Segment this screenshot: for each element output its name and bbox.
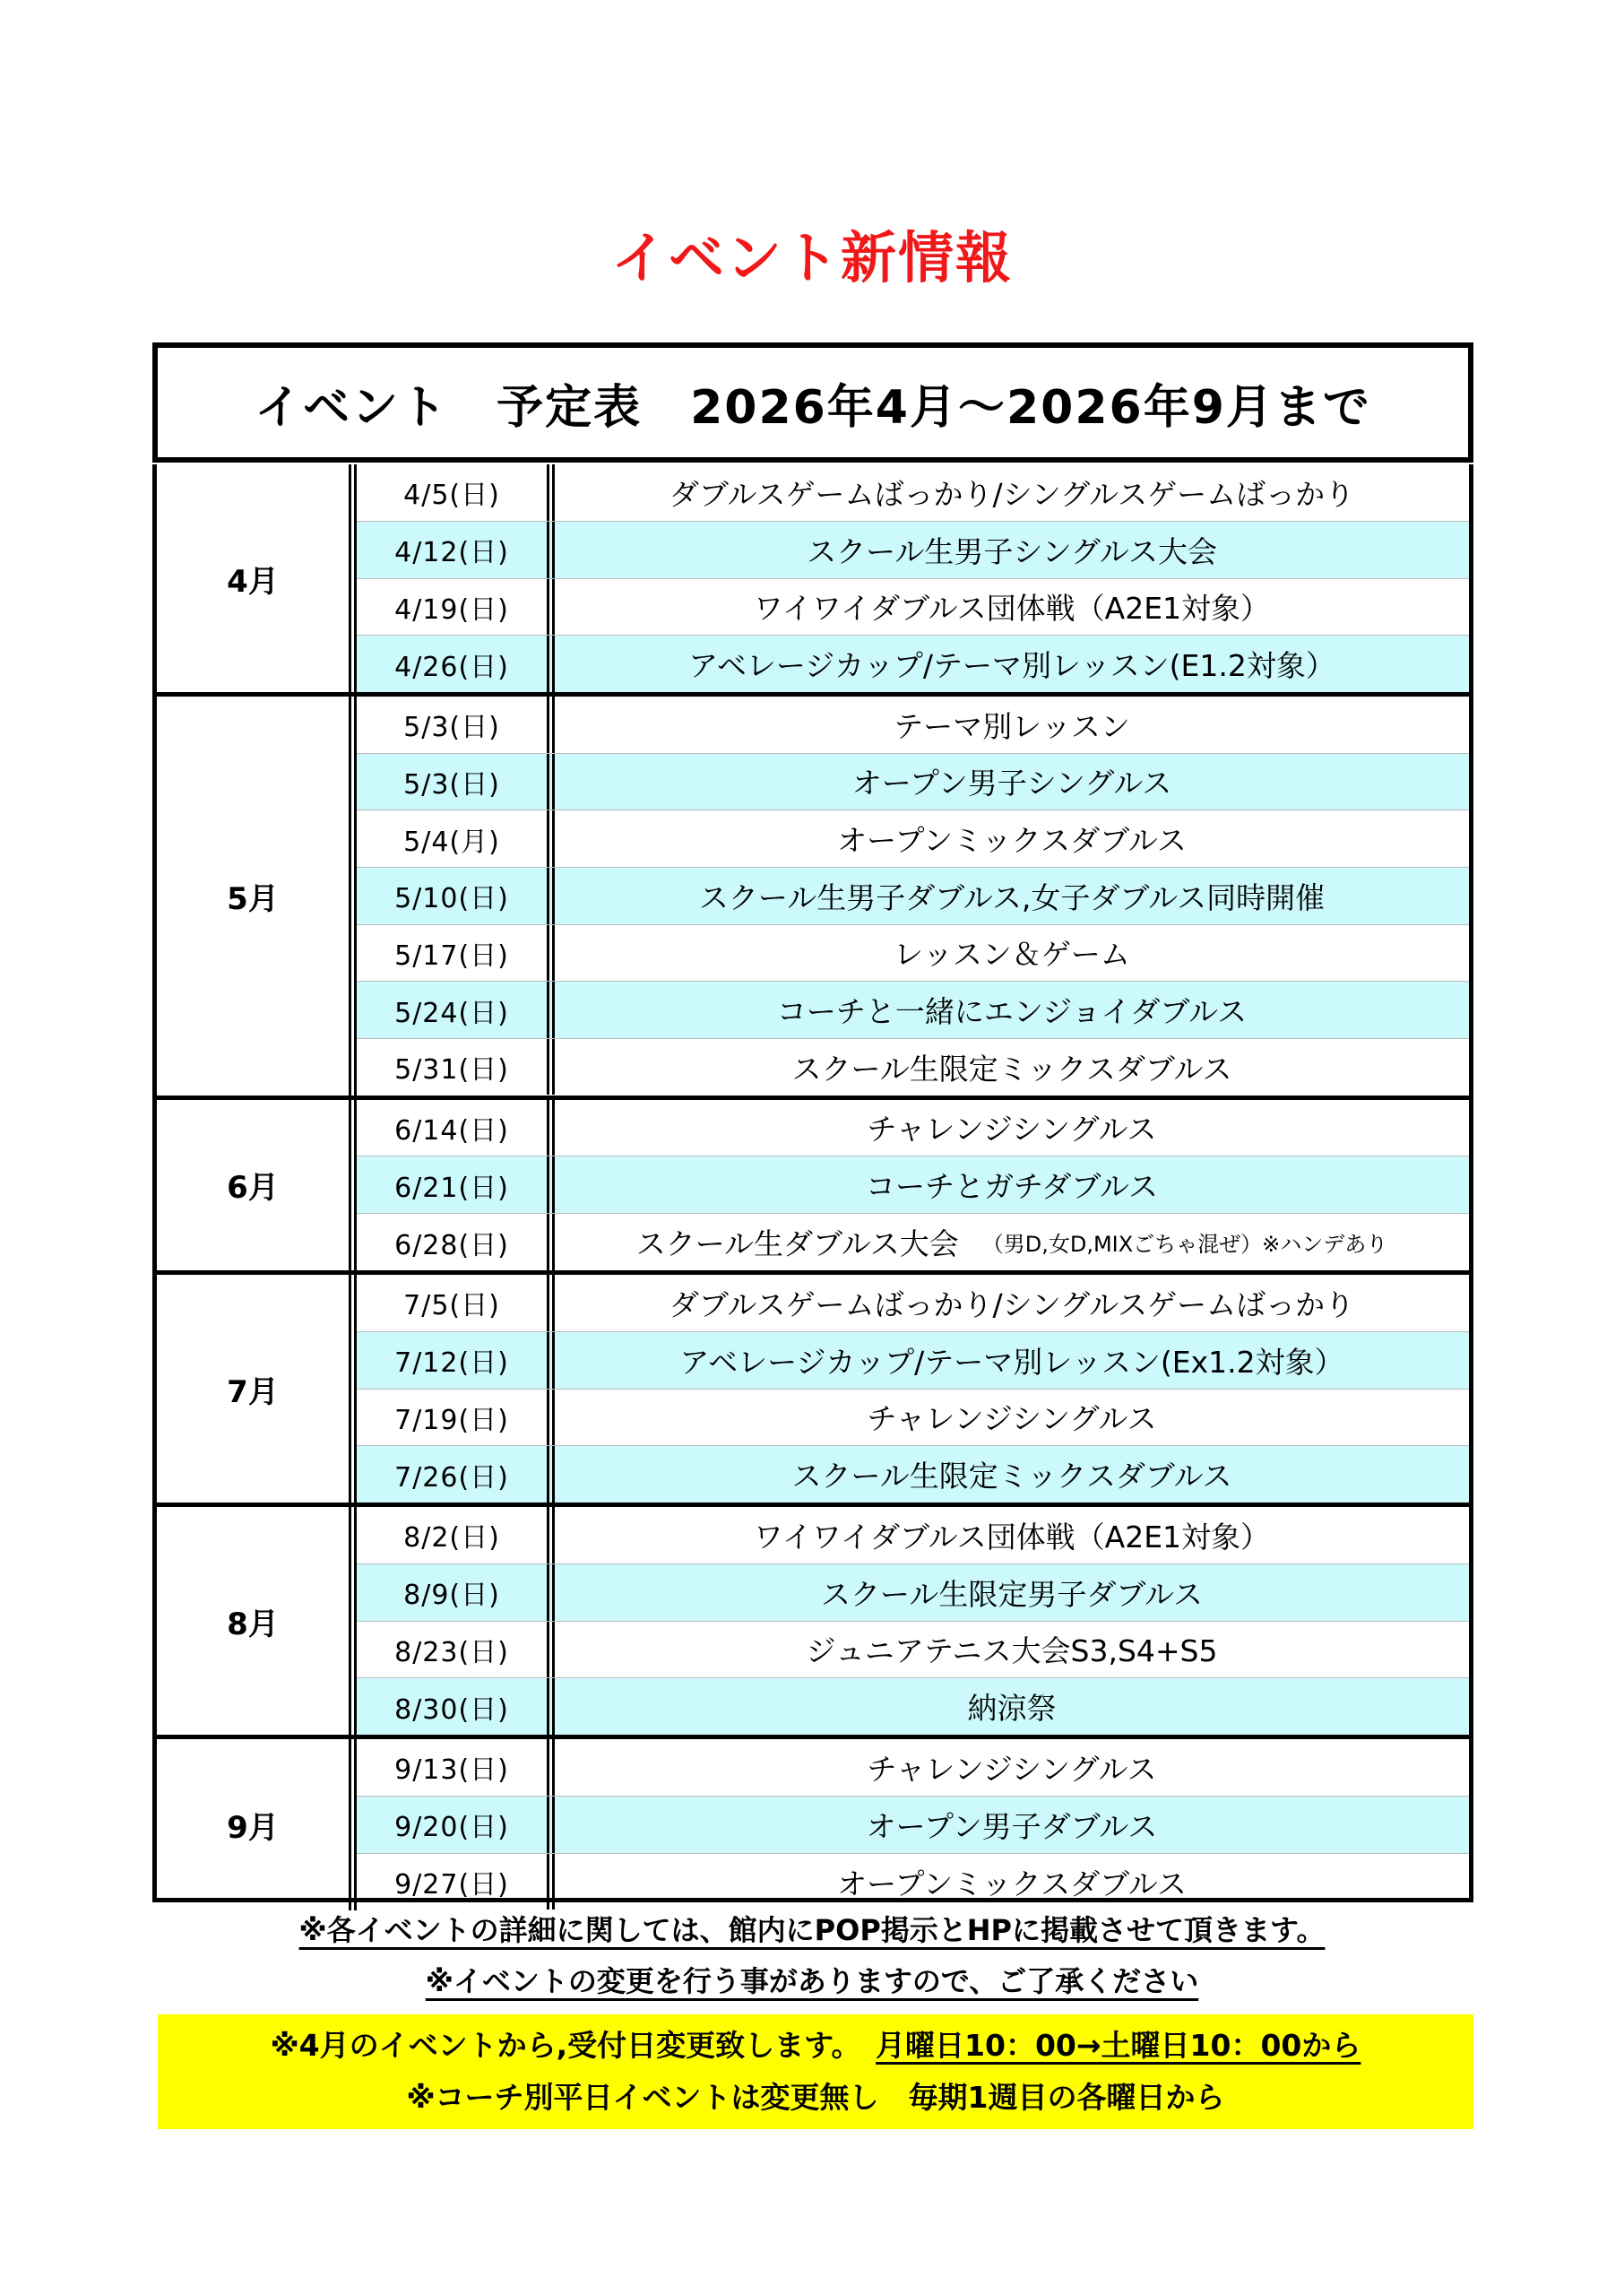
- table-row: [357, 521, 1469, 578]
- month-label: 7月: [157, 1275, 357, 1503]
- event-cell: [555, 754, 1469, 810]
- event-cell: [555, 1854, 1469, 1910]
- event-name: チャレンジシングルス: [867, 1112, 1157, 1148]
- event-name: スクール生限定ミックスダブルス: [791, 1459, 1232, 1494]
- event-date: 7/5(日): [357, 1275, 555, 1331]
- event-date: 8/23(日): [357, 1622, 555, 1678]
- event-date: 4/5(日): [357, 464, 555, 521]
- table-row: [357, 981, 1469, 1038]
- table-row: [357, 1275, 1469, 1331]
- table-row: [357, 753, 1469, 810]
- event-name: チャレンジシングルス: [867, 1401, 1157, 1437]
- notice-line-1a: ※4月のイベントから,受付日変更致します。: [270, 2028, 877, 2063]
- event-name: オープン男子ダブルス: [866, 1808, 1158, 1844]
- table-row: [357, 1563, 1469, 1621]
- notice-box: [158, 2014, 1473, 2129]
- event-cell: [555, 522, 1469, 578]
- event-cell: [555, 1390, 1469, 1446]
- table-row: [357, 924, 1469, 982]
- table-row: [357, 1038, 1469, 1096]
- table-row: [357, 1156, 1469, 1213]
- event-cell: [555, 1039, 1469, 1096]
- event-name: スクール生ダブルス大会: [635, 1226, 959, 1262]
- event-date: 4/26(日): [357, 636, 555, 692]
- event-name: テーマ別レッスン: [894, 708, 1130, 744]
- month-label: 5月: [157, 697, 357, 1096]
- page-title: イベント新情報: [610, 225, 1013, 290]
- event-cell: [555, 697, 1469, 753]
- event-name: スクール生限定男子ダブルス: [820, 1576, 1204, 1612]
- event-cell: [555, 810, 1469, 867]
- event-cell: [555, 1507, 1469, 1563]
- event-date: 7/26(日): [357, 1446, 555, 1503]
- month-label: 6月: [157, 1100, 357, 1271]
- month-group: [157, 1096, 1469, 1271]
- month-label: 4月: [157, 464, 357, 692]
- table-row: [357, 1853, 1469, 1910]
- event-date: 6/28(日): [357, 1214, 555, 1270]
- event-date: 6/21(日): [357, 1156, 555, 1213]
- event-name: オープンミックスダブルス: [837, 823, 1187, 859]
- month-group: [157, 1503, 1469, 1735]
- event-cell: [555, 464, 1469, 521]
- event-cell: [555, 925, 1469, 982]
- event-name: チャレンジシングルス: [867, 1751, 1157, 1787]
- event-name: ジュニアテニス大会S3,S4+S5: [806, 1633, 1218, 1669]
- month-label: 8月: [157, 1507, 357, 1735]
- month-label: 9月: [157, 1739, 357, 1910]
- table-row: [357, 464, 1469, 521]
- month-group: [157, 692, 1469, 1096]
- event-name: コーチとガチダブルス: [865, 1169, 1159, 1205]
- event-date: 9/20(日): [357, 1797, 555, 1853]
- note-changes: [0, 1959, 1624, 2004]
- event-cell: [555, 1100, 1469, 1156]
- event-date: 5/17(日): [357, 925, 555, 982]
- event-cell: [555, 636, 1469, 692]
- notice-line-1b: 月曜日10：00→土曜日10：00から: [876, 2028, 1361, 2063]
- table-row: [357, 578, 1469, 636]
- event-cell: [555, 1739, 1469, 1796]
- table-row: [357, 1213, 1469, 1270]
- table-row: [357, 810, 1469, 867]
- event-date: 6/14(日): [357, 1100, 555, 1156]
- event-note: （男D,女D,MIXごちゃ混ぜ）※ハンデあり: [981, 1232, 1388, 1258]
- event-cell: [555, 1275, 1469, 1331]
- event-date: 7/19(日): [357, 1390, 555, 1446]
- event-name: ワイワイダブルス団体戦（A2E1対象）: [753, 591, 1271, 627]
- table-row: [357, 1100, 1469, 1156]
- event-name: スクール生男子シングルス大会: [807, 533, 1217, 569]
- table-row: [357, 1445, 1469, 1503]
- event-name: レッスン＆ゲーム: [894, 937, 1130, 973]
- event-date: 9/13(日): [357, 1739, 555, 1796]
- event-cell: [555, 868, 1469, 924]
- table-row: [357, 635, 1469, 692]
- month-group: [157, 1735, 1469, 1910]
- event-cell: [555, 1332, 1469, 1389]
- event-cell: [555, 1156, 1469, 1213]
- event-date: 4/12(日): [357, 522, 555, 578]
- table-row: [357, 1739, 1469, 1796]
- event-name: アベレージカップ/テーマ別レッスン(E1.2対象）: [688, 648, 1335, 684]
- event-name: ダブルスゲームばっかり/シングルスゲームばっかり: [669, 476, 1355, 512]
- notice-line-2: ※コーチ別平日イベントは変更無し 毎期1週目の各曜日から: [406, 2080, 1225, 2115]
- event-date: 5/24(日): [357, 982, 555, 1038]
- event-name: スクール生男子ダブルス,女子ダブルス同時開催: [698, 879, 1326, 915]
- event-cell: [555, 982, 1469, 1038]
- note-details: [0, 1908, 1624, 1953]
- event-date: 5/31(日): [357, 1039, 555, 1096]
- event-date: 8/2(日): [357, 1507, 555, 1563]
- event-cell: [555, 1214, 1469, 1270]
- note-changes-text: ※イベントの変更を行う事がありますので、ご了承ください: [425, 1964, 1199, 1998]
- event-name: ワイワイダブルス団体戦（A2E1対象）: [753, 1519, 1271, 1555]
- event-name: コーチと一緒にエンジョイダブルス: [776, 994, 1248, 1030]
- event-date: 9/27(日): [357, 1854, 555, 1910]
- schedule-header-text: イベント 予定表 2026年4月～2026年9月まで: [255, 380, 1371, 435]
- table-row: [357, 1331, 1469, 1389]
- event-cell: [555, 1622, 1469, 1678]
- event-name: ダブルスゲームばっかり/シングルスゲームばっかり: [669, 1286, 1355, 1322]
- event-date: 5/3(日): [357, 697, 555, 753]
- event-name: オープン男子シングルス: [851, 766, 1172, 801]
- month-group: [157, 1270, 1469, 1503]
- event-date: 8/9(日): [357, 1564, 555, 1621]
- table-row: [357, 1796, 1469, 1853]
- notice-line-1: [158, 2020, 1473, 2072]
- table-row: [357, 697, 1469, 753]
- event-cell: [555, 1446, 1469, 1503]
- event-date: 8/30(日): [357, 1678, 555, 1735]
- table-row: [357, 1389, 1469, 1446]
- event-date: 4/19(日): [357, 579, 555, 636]
- table-row: [357, 867, 1469, 924]
- event-cell: [555, 1678, 1469, 1735]
- event-name: オープンミックスダブルス: [837, 1866, 1187, 1901]
- event-name: 納涼祭: [967, 1691, 1057, 1727]
- event-date: 5/3(日): [357, 754, 555, 810]
- event-cell: [555, 1797, 1469, 1853]
- table-row: [357, 1677, 1469, 1735]
- event-name: スクール生限定ミックスダブルス: [791, 1051, 1232, 1087]
- event-date: 7/12(日): [357, 1332, 555, 1389]
- event-name: アベレージカップ/テーマ別レッスン(Ex1.2対象）: [679, 1344, 1344, 1380]
- event-date: 5/4(月): [357, 810, 555, 867]
- event-cell: [555, 1564, 1469, 1621]
- event-date: 5/10(日): [357, 868, 555, 924]
- table-row: [357, 1621, 1469, 1678]
- schedule-table: [152, 464, 1473, 1902]
- schedule-header: [152, 342, 1473, 463]
- note-details-text: ※各イベントの詳細に関しては、館内にPOP掲示とHPに掲載させて頂きます。: [298, 1913, 1326, 1947]
- event-cell: [555, 579, 1469, 636]
- month-group: [157, 464, 1469, 692]
- table-row: [357, 1507, 1469, 1563]
